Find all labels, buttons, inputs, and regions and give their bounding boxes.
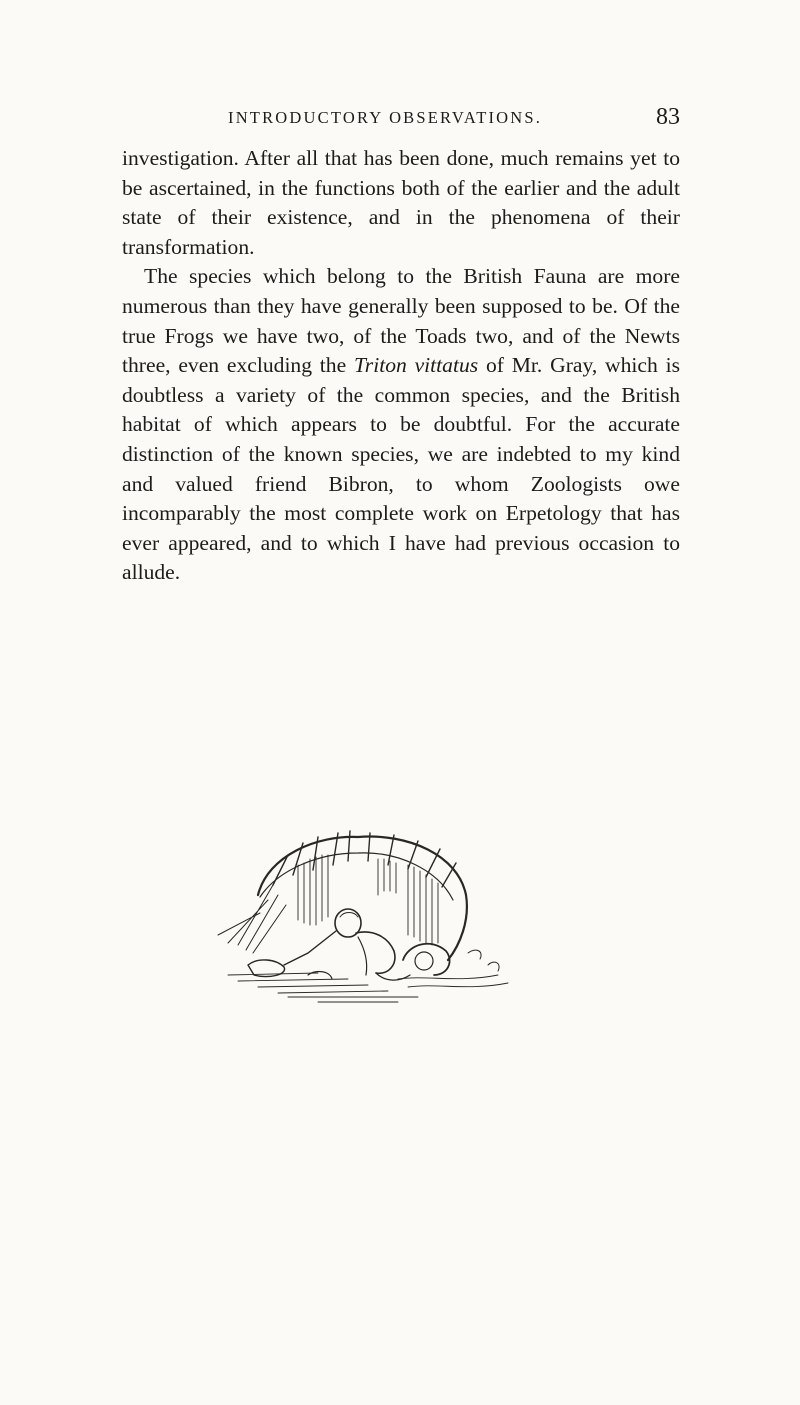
body-text [122, 144, 680, 588]
page-number: 83 [656, 104, 680, 130]
running-head [228, 104, 680, 134]
species-name-italic: Triton vittatus [353, 353, 479, 378]
engraved-vignette-icon [198, 825, 528, 1005]
paragraph-2-start: The species which belong to the British Fauna are more numerous than they have generally been supposed to be. Of the true Frogs we have two, of the Toads two, and of the Newts three, even excluding the [122, 264, 680, 378]
paragraph-2 [122, 262, 680, 588]
running-title: INTRODUCTORY OBSERVATIONS. [228, 108, 543, 127]
paragraph-2-end: of Mr. Gray, which is doubtless a variety of the common species, and the British habitat of which appears to be doubtful. For the accurate distinction of the known species, we are indebted to my kind and valued friend Bibron, to whom Zoologists owe incomparably the most complete work on Erpetology that has ever appeared, and to which I have had previous occasion to allude. [122, 353, 681, 585]
paragraph-1: investigation. After all that has been done, much remains yet to be ascertained, in the functions both of the earlier and the adult state of their existence, and in the phenomena of their transformation. [122, 146, 680, 259]
vignette-svg [198, 825, 528, 1005]
